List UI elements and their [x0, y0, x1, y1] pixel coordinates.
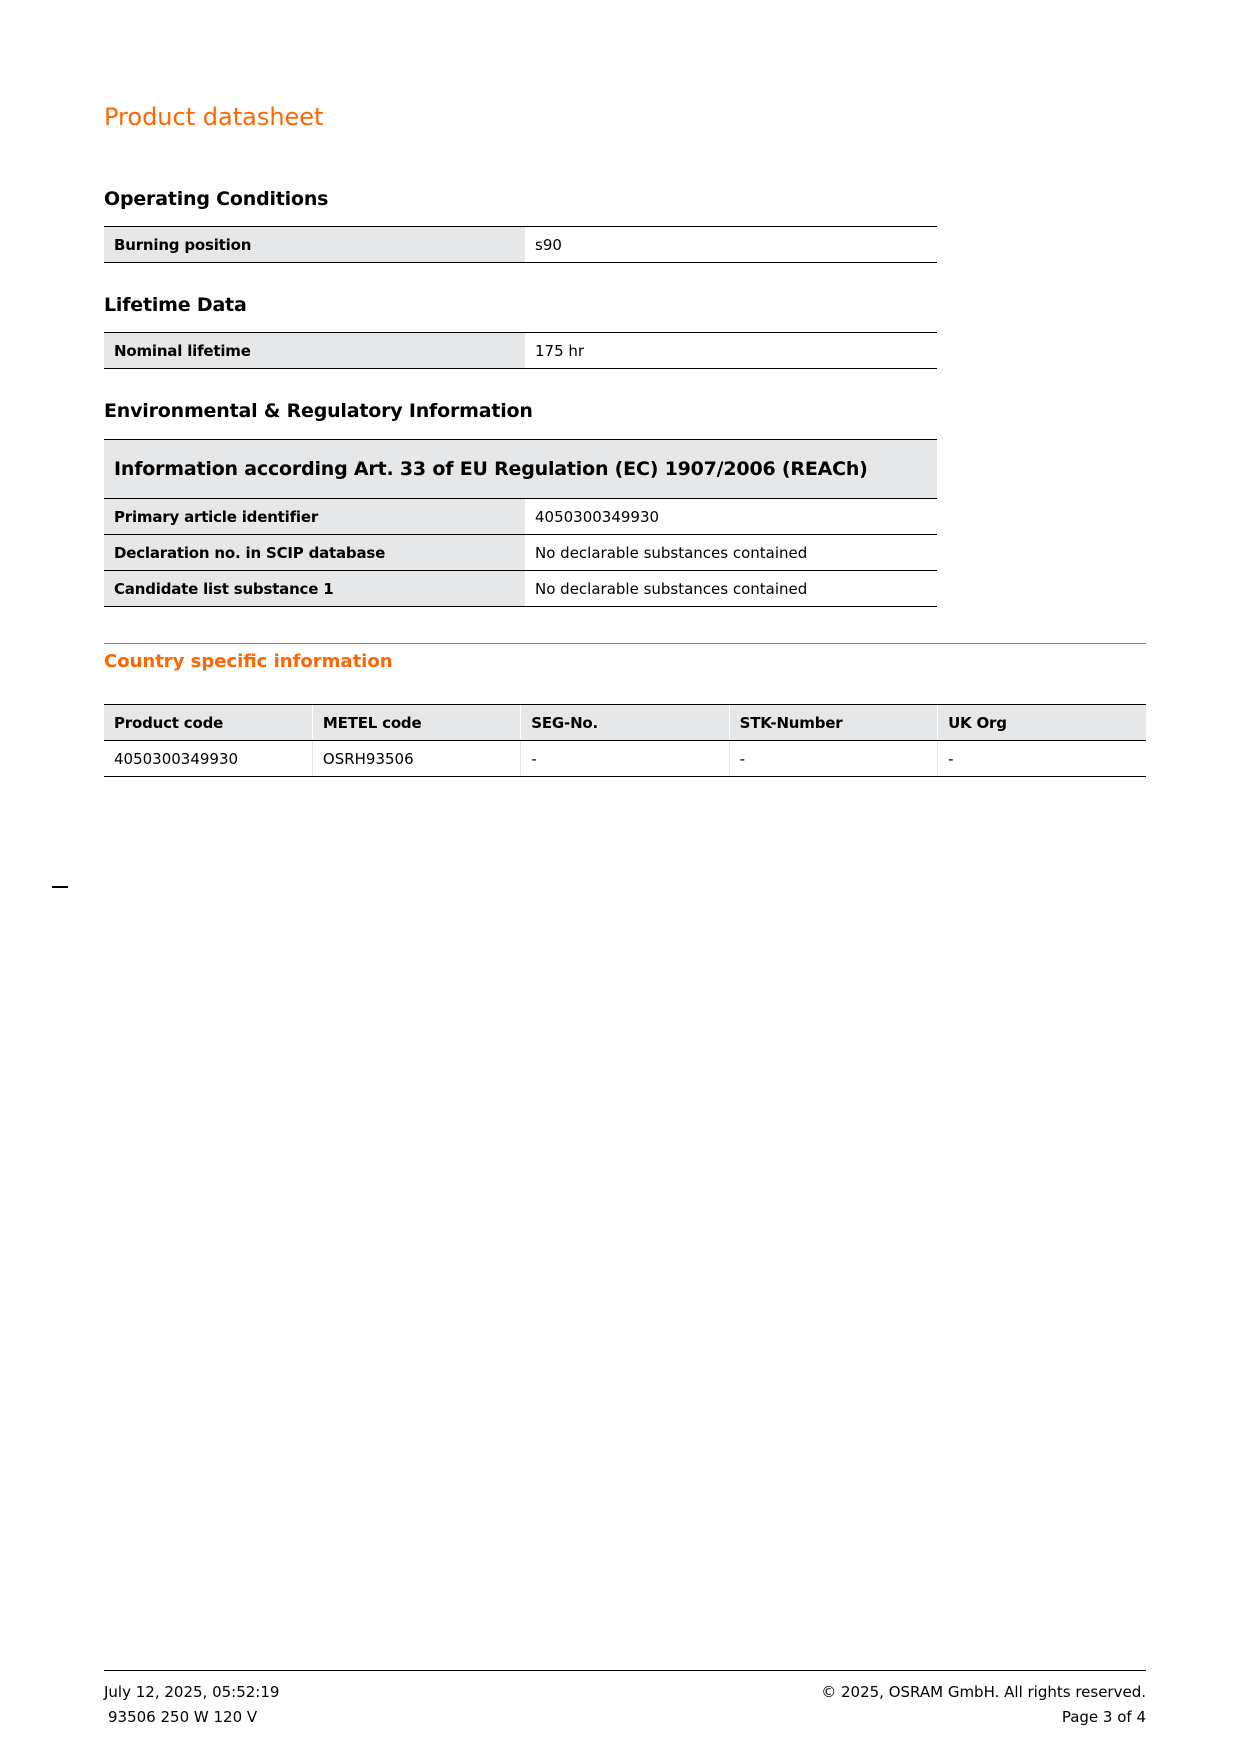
primary-article-identifier-label: Primary article identifier — [104, 499, 525, 535]
candidate-list-substance-value: No declarable substances contained — [525, 571, 937, 607]
reach-table — [104, 439, 937, 607]
cell-metel-code: OSRH93506 — [312, 741, 520, 777]
lifetime-data-table — [104, 332, 937, 369]
page-title: Product datasheet — [104, 103, 324, 131]
table-row — [104, 535, 937, 571]
table-row — [104, 333, 937, 369]
cell-stk-number: - — [729, 741, 937, 777]
table-row — [104, 227, 937, 263]
operating-conditions-heading: Operating Conditions — [104, 188, 329, 210]
reach-header-row — [104, 440, 937, 499]
table-row — [104, 741, 1146, 777]
operating-conditions-table — [104, 226, 937, 263]
nominal-lifetime-value: 175 hr — [525, 333, 937, 369]
cell-seg-no: - — [521, 741, 729, 777]
scip-declaration-label: Declaration no. in SCIP database — [104, 535, 525, 571]
column-header-metel-code: METEL code — [312, 705, 520, 741]
burning-position-value: s90 — [525, 227, 937, 263]
table-row — [104, 499, 937, 535]
footer-datetime: July 12, 2025, 05:52:19 — [104, 1683, 280, 1701]
nominal-lifetime-label: Nominal lifetime — [104, 333, 525, 369]
footer-divider — [104, 1670, 1146, 1671]
primary-article-identifier-value: 4050300349930 — [525, 499, 937, 535]
scip-declaration-value: No declarable substances contained — [525, 535, 937, 571]
section-divider — [104, 643, 1146, 644]
column-header-stk-number: STK-Number — [729, 705, 937, 741]
burning-position-label: Burning position — [104, 227, 525, 263]
cell-uk-org: - — [938, 741, 1146, 777]
column-header-product-code: Product code — [104, 705, 312, 741]
reach-title: Information according Art. 33 of EU Regulation (EC) 1907/2006 (REACh) — [104, 440, 937, 499]
environmental-heading: Environmental & Regulatory Information — [104, 400, 533, 422]
footer-product: 93506 250 W 120 V — [108, 1708, 258, 1726]
country-specific-heading: Country specific information — [104, 651, 393, 672]
table-row — [104, 571, 937, 607]
cell-product-code: 4050300349930 — [104, 741, 312, 777]
candidate-list-substance-label: Candidate list substance 1 — [104, 571, 525, 607]
lifetime-data-heading: Lifetime Data — [104, 294, 247, 316]
column-header-uk-org: UK Org — [938, 705, 1146, 741]
column-header-seg-no: SEG-No. — [521, 705, 729, 741]
fold-mark — [52, 886, 68, 888]
country-specific-table — [104, 704, 1146, 777]
table-header-row — [104, 705, 1146, 741]
footer-page-number: Page 3 of 4 — [1061, 1708, 1146, 1726]
footer-copyright: © 2025, OSRAM GmbH. All rights reserved. — [821, 1683, 1146, 1701]
